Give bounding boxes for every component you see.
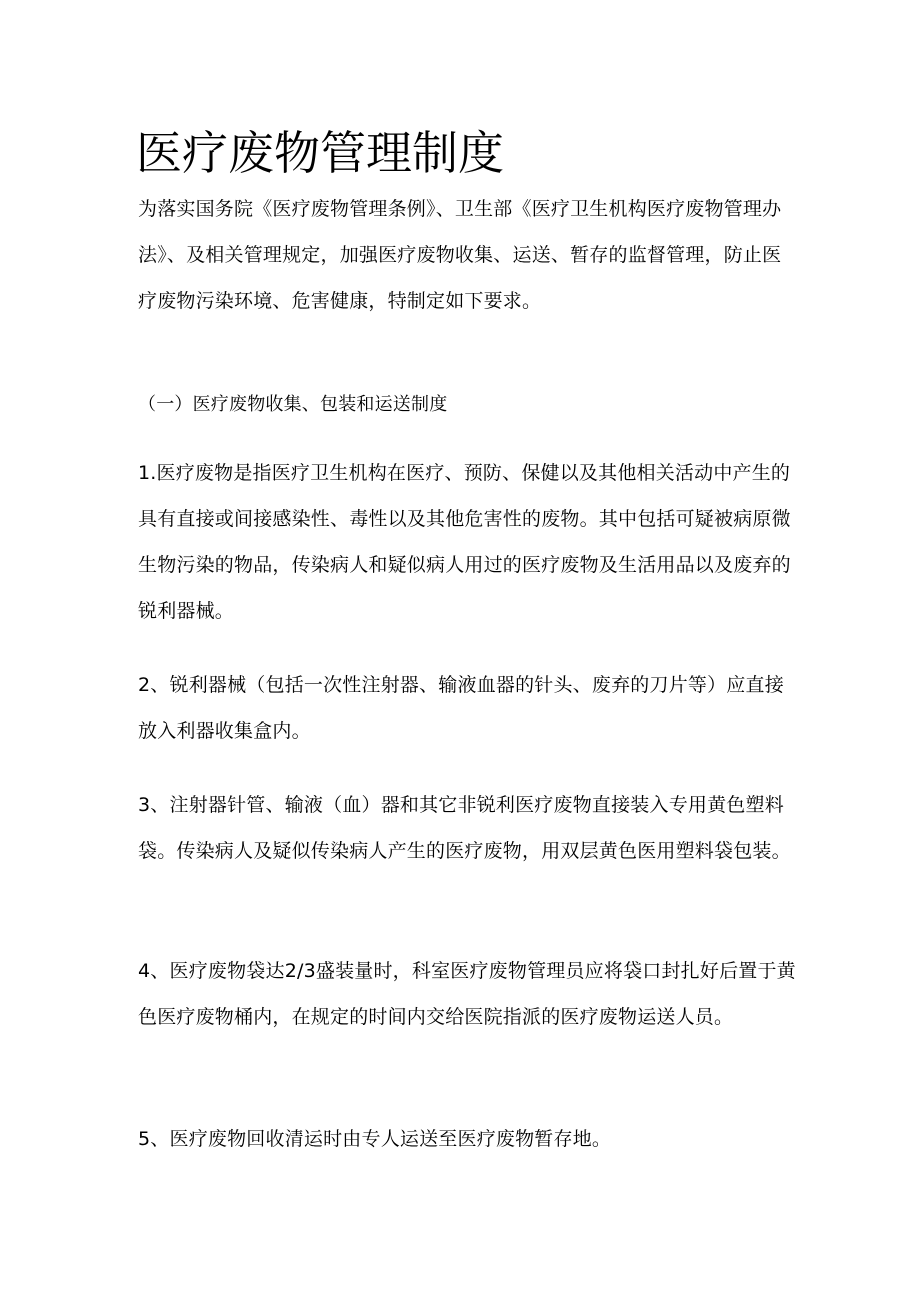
section-heading: （一）医疗废物收集、包装和运送制度 (138, 394, 448, 415)
document-title: 医疗废物管理制度 (136, 126, 504, 180)
list-item-2: 2、锐利器械（包括一次性注射器、输液血器的针头、废弃的刀片等）应直接放入利器收集盒内。 (138, 674, 784, 742)
list-item-5: 5、医疗废物回收清运时由专人运送至医疗废物暂存地。 (138, 1128, 612, 1150)
list-item-3: 3、注射器针管、输液（血）器和其它非锐利医疗废物直接装入专用黄色塑料袋。传染病人及疑似传染病人产生的医疗废物，用双层黄色医用塑料袋包装。 (138, 794, 791, 862)
list-item-1: 1.医疗废物是指医疗卫生机构在医疗、预防、保健以及其他相关活动中产生的具有直接或间接感染性、毒性以及其他危害性的废物。其中包括可疑被病原微生物污染的物品，传染病人和疑似病人用过的医疗废物及生活用品以及废弃的锐利器械。 (138, 462, 791, 622)
intro-paragraph: 为落实国务院《医疗废物管理条例》、卫生部《医疗卫生机构医疗废物管理办法》、及相关管理规定，加强医疗废物收集、运送、暂存的监督管理，防止医疗废物污染环境、危害健康，特制定如下要求。 (138, 198, 782, 312)
list-item-4: 4、医疗废物袋达2/3盛装量时，科室医疗废物管理员应将袋口封扎好后置于黄色医疗废物桶内，在规定的时间内交给医院指派的医疗废物运送人员。 (138, 960, 796, 1028)
